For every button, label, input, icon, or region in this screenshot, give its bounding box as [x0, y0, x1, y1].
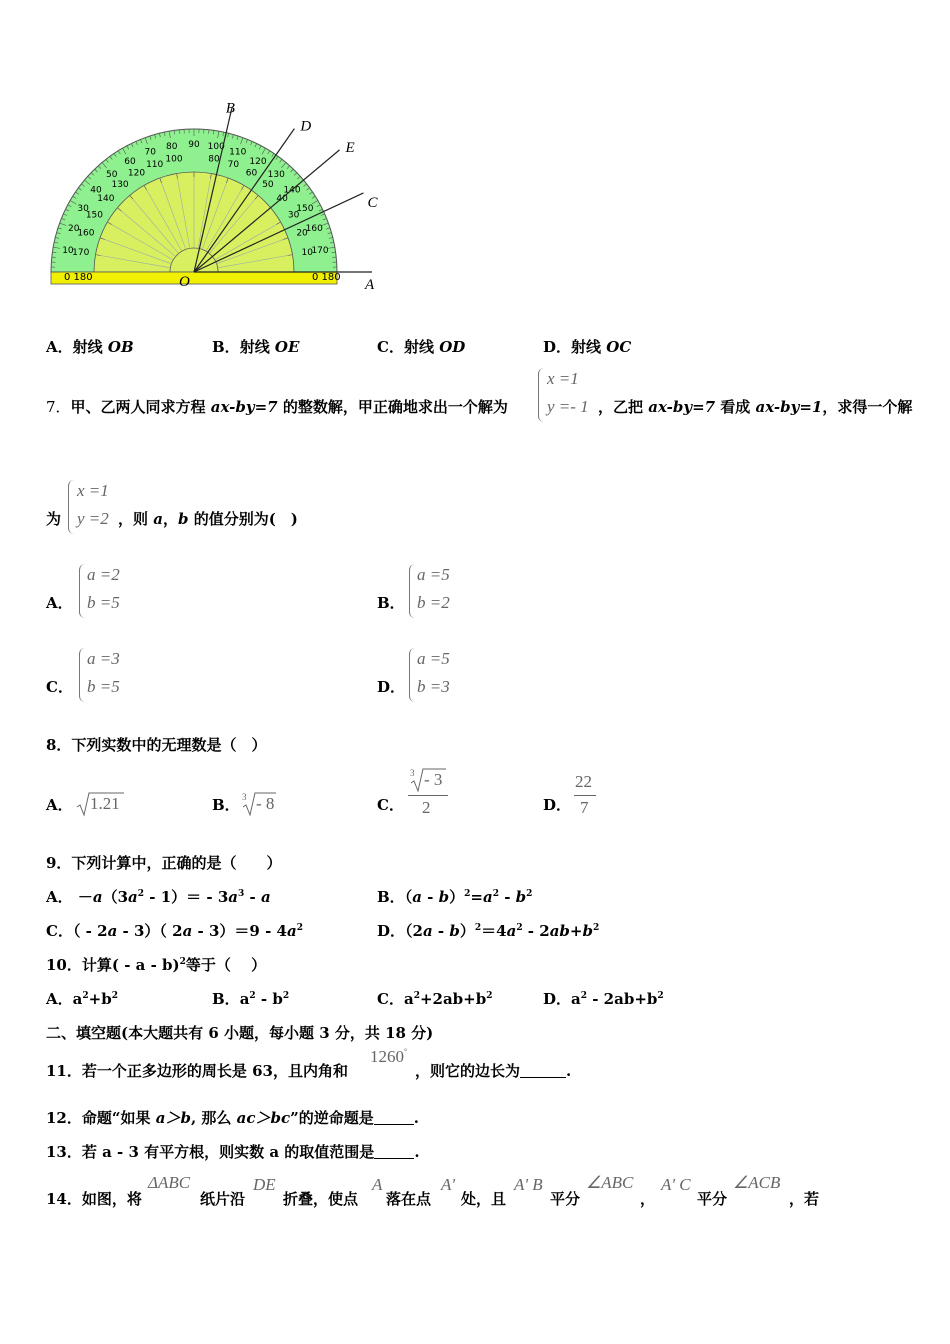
q8-stem: 8．下列实数中的无理数是（ ）	[46, 736, 267, 754]
q7-option-a-brace	[79, 564, 86, 618]
q7-option-c-line1: a =3	[87, 649, 120, 668]
q14-t3: 折叠，使点	[283, 1190, 359, 1208]
protractor-outer-label: 40	[90, 185, 102, 196]
protractor-inner-label: 150	[85, 210, 104, 221]
q14-m7: A' C	[661, 1175, 691, 1194]
protractor-inner-label: 170	[72, 248, 90, 259]
q14-t1: 14．如图，将	[46, 1190, 142, 1208]
q7-option-b-brace	[409, 564, 416, 618]
q6-option-b[interactable]: B．射线 OE	[212, 338, 300, 356]
ray-label-d: D	[300, 118, 312, 135]
pair-left: 0 180	[64, 272, 93, 283]
q7-option-d-brace	[409, 648, 416, 702]
q10-option-d[interactable]: D．$a^2 - 2ab+b^2$	[543, 990, 664, 1008]
q11-math: 1260°	[370, 1047, 408, 1066]
protractor-outer-label: 100	[207, 141, 225, 152]
q9-option-d[interactable]: D．$(2a - b)^2=4a^2 - 2ab+b^2$	[377, 922, 600, 940]
protractor-outer-label: 90	[188, 140, 200, 150]
label-o: O	[179, 274, 190, 290]
q12-text: 12．命题“如果 a＞b, 那么 ac＞bc”的逆命题是 .	[46, 1109, 419, 1127]
q8-option-c-num: - 3	[424, 770, 443, 789]
q11-text: 11．若一个正多边形的周长是 63，且内角和	[46, 1062, 348, 1080]
q7-option-b-line2: b =2	[417, 593, 450, 612]
section-2-heading: 二、填空题(本大题共有 6 小题，每小题 3 分，共 18 分)	[46, 1024, 434, 1042]
ray-label-c: C	[367, 194, 378, 211]
protractor-inner-label: 70	[227, 159, 240, 170]
q8-option-b-value: - 8	[256, 794, 275, 813]
q6-option-c[interactable]: C．射线 OD	[377, 338, 466, 356]
q7-option-d-label[interactable]: D．	[377, 678, 406, 696]
q8-option-d-label[interactable]: D．	[543, 796, 572, 814]
q8-option-d-den: 7	[580, 798, 589, 817]
protractor-outer-label: 30	[77, 204, 89, 214]
q7-option-c-line2: b =5	[87, 677, 120, 696]
protractor-inner-label: 120	[127, 168, 146, 179]
q14-t2: 纸片沿	[200, 1190, 246, 1208]
protractor-inner-label: 100	[165, 154, 183, 165]
protractor-inner-label: 140	[97, 194, 115, 205]
q6-option-a[interactable]: A．射线 OB	[46, 338, 134, 356]
q8-option-a-label[interactable]: A．	[46, 796, 73, 814]
q7-option-b-label[interactable]: B．	[377, 594, 405, 612]
q14-t6: 平分	[550, 1190, 581, 1208]
q7-system1-line1: x =1	[547, 369, 579, 388]
protractor-inner-label: 40	[276, 194, 288, 205]
protractor-outer-label: 60	[124, 157, 136, 168]
ray-label-b: B	[225, 100, 235, 117]
q12-answer-blank[interactable]	[374, 1110, 414, 1125]
q14-m8: ∠ACB	[733, 1173, 781, 1192]
q7-option-d-line1: a =5	[417, 649, 450, 668]
q7-line1-left: 7．甲、乙两人同求方程 ax-by=7 的整数解，甲正确地求出一个解为	[46, 398, 508, 416]
q7-option-a-line2: b =5	[87, 593, 120, 612]
q13-answer-blank[interactable]	[374, 1144, 414, 1159]
protractor-outer-label: 10	[62, 245, 74, 256]
protractor-outer-label: 70	[144, 147, 156, 158]
q7-option-d-line2: b =3	[417, 677, 450, 696]
q7-system1-line2: y =- 1	[547, 397, 589, 416]
protractor-inner-label: 60	[245, 168, 258, 179]
q8-option-b-label[interactable]: B．	[212, 796, 240, 814]
q14-t7: ，	[640, 1190, 656, 1208]
q11-text-2: ，则它的边长为 .	[415, 1062, 572, 1080]
protractor-outer-label: 110	[229, 147, 247, 158]
q8-option-b-index: 3	[242, 792, 247, 802]
protractor-outer-label: 120	[249, 157, 267, 168]
q14-m4: A'	[441, 1175, 456, 1194]
protractor-inner-label: 80	[208, 154, 220, 165]
protractor-outer-label: 130	[267, 169, 285, 180]
protractor-outer-label: 150	[296, 204, 314, 214]
q8-option-a-value: 1.21	[90, 794, 120, 813]
q14-m5: A' B	[514, 1175, 543, 1194]
q9-option-a[interactable]: A． $-a(3a^2 - 1)= - 3a^3 - a$	[46, 888, 271, 906]
protractor-outer-label: 50	[105, 169, 118, 180]
q9-option-b[interactable]: B．$(a - b)^2=a^2 - b^2$	[377, 888, 533, 906]
q14-t5: 处，且	[461, 1190, 507, 1208]
q13-text: 13．若 a - 3 有平方根，则实数 a 的取值范围是 .	[46, 1143, 420, 1161]
protractor-outer-label: 20	[67, 224, 80, 235]
q7-option-b-line1: a =5	[417, 565, 450, 584]
q8-option-d-bar	[574, 795, 596, 796]
q7-system2-brace	[68, 480, 75, 534]
q7-line2-right: ，则 a，b 的值分别为( )	[118, 510, 298, 528]
q14-m1: ΔABC	[148, 1173, 191, 1192]
q7-system1-brace	[538, 368, 545, 422]
q8-option-c-bar	[408, 795, 448, 796]
q7-system2-line2: y =2	[77, 509, 109, 528]
q14-t4: 落在点	[386, 1190, 432, 1208]
protractor-outer-label: 80	[166, 141, 178, 152]
q11-answer-blank[interactable]	[520, 1063, 566, 1078]
q8-option-c-index: 3	[410, 768, 415, 778]
protractor-outer-label: 140	[283, 185, 301, 196]
q7-line2-left: 为	[46, 510, 62, 528]
q6-option-d[interactable]: D．射线 OC	[543, 338, 632, 356]
q14-m6: ∠ABC	[586, 1173, 634, 1192]
q8-option-c-label[interactable]: C．	[377, 796, 404, 814]
ray-label-e: E	[345, 139, 355, 156]
protractor-inner-label: 30	[287, 210, 300, 221]
protractor-inner-label: 50	[262, 179, 274, 190]
q7-option-c-label[interactable]: C．	[46, 678, 73, 696]
protractor-inner-label: 110	[146, 159, 164, 170]
protractor-figure	[40, 100, 400, 300]
q7-option-a-label[interactable]: A．	[46, 594, 73, 612]
q14-m3: A	[372, 1175, 383, 1194]
q10-stem: 10．计算( - a - b)$^2$等于（ ）	[46, 956, 267, 974]
q7-system2-line1: x =1	[77, 481, 109, 500]
protractor-inner-label: 130	[111, 179, 129, 190]
q9-stem: 9．下列计算中，正确的是（ ）	[46, 854, 282, 872]
label-a: A	[365, 277, 375, 293]
pair-right: 0 180	[312, 272, 341, 283]
protractor-inner-label: 10	[301, 248, 313, 259]
protractor-outer-label: 160	[305, 224, 323, 235]
protractor-inner-label: 160	[77, 228, 95, 239]
q10-option-a[interactable]: A．$a^2+b^2$	[46, 990, 118, 1008]
protractor-outer-label: 170	[311, 245, 329, 256]
q10-option-c[interactable]: C．$a^2+2ab+b^2$	[377, 990, 493, 1008]
q8-option-c-den: 2	[422, 798, 431, 817]
q14-t8: 平分	[697, 1190, 728, 1208]
q9-option-c[interactable]: C．（ - 2a - 3）（ $2a - 3)=9 - 4a^2$	[46, 922, 303, 940]
protractor-base-strip	[51, 272, 337, 284]
q8-option-d-num: 22	[575, 772, 592, 791]
q7-line1-right: ，乙把 ax-by=7 看成 ax-by=1，求得一个解	[598, 398, 913, 416]
q10-option-b[interactable]: B．$a^2 - b^2$	[212, 990, 290, 1008]
q14-m2: DE	[253, 1175, 276, 1194]
protractor-inner-label: 20	[296, 228, 308, 239]
q7-option-c-brace	[79, 648, 86, 702]
q7-option-a-line1: a =2	[87, 565, 120, 584]
q14-t9: ，若	[789, 1190, 820, 1208]
